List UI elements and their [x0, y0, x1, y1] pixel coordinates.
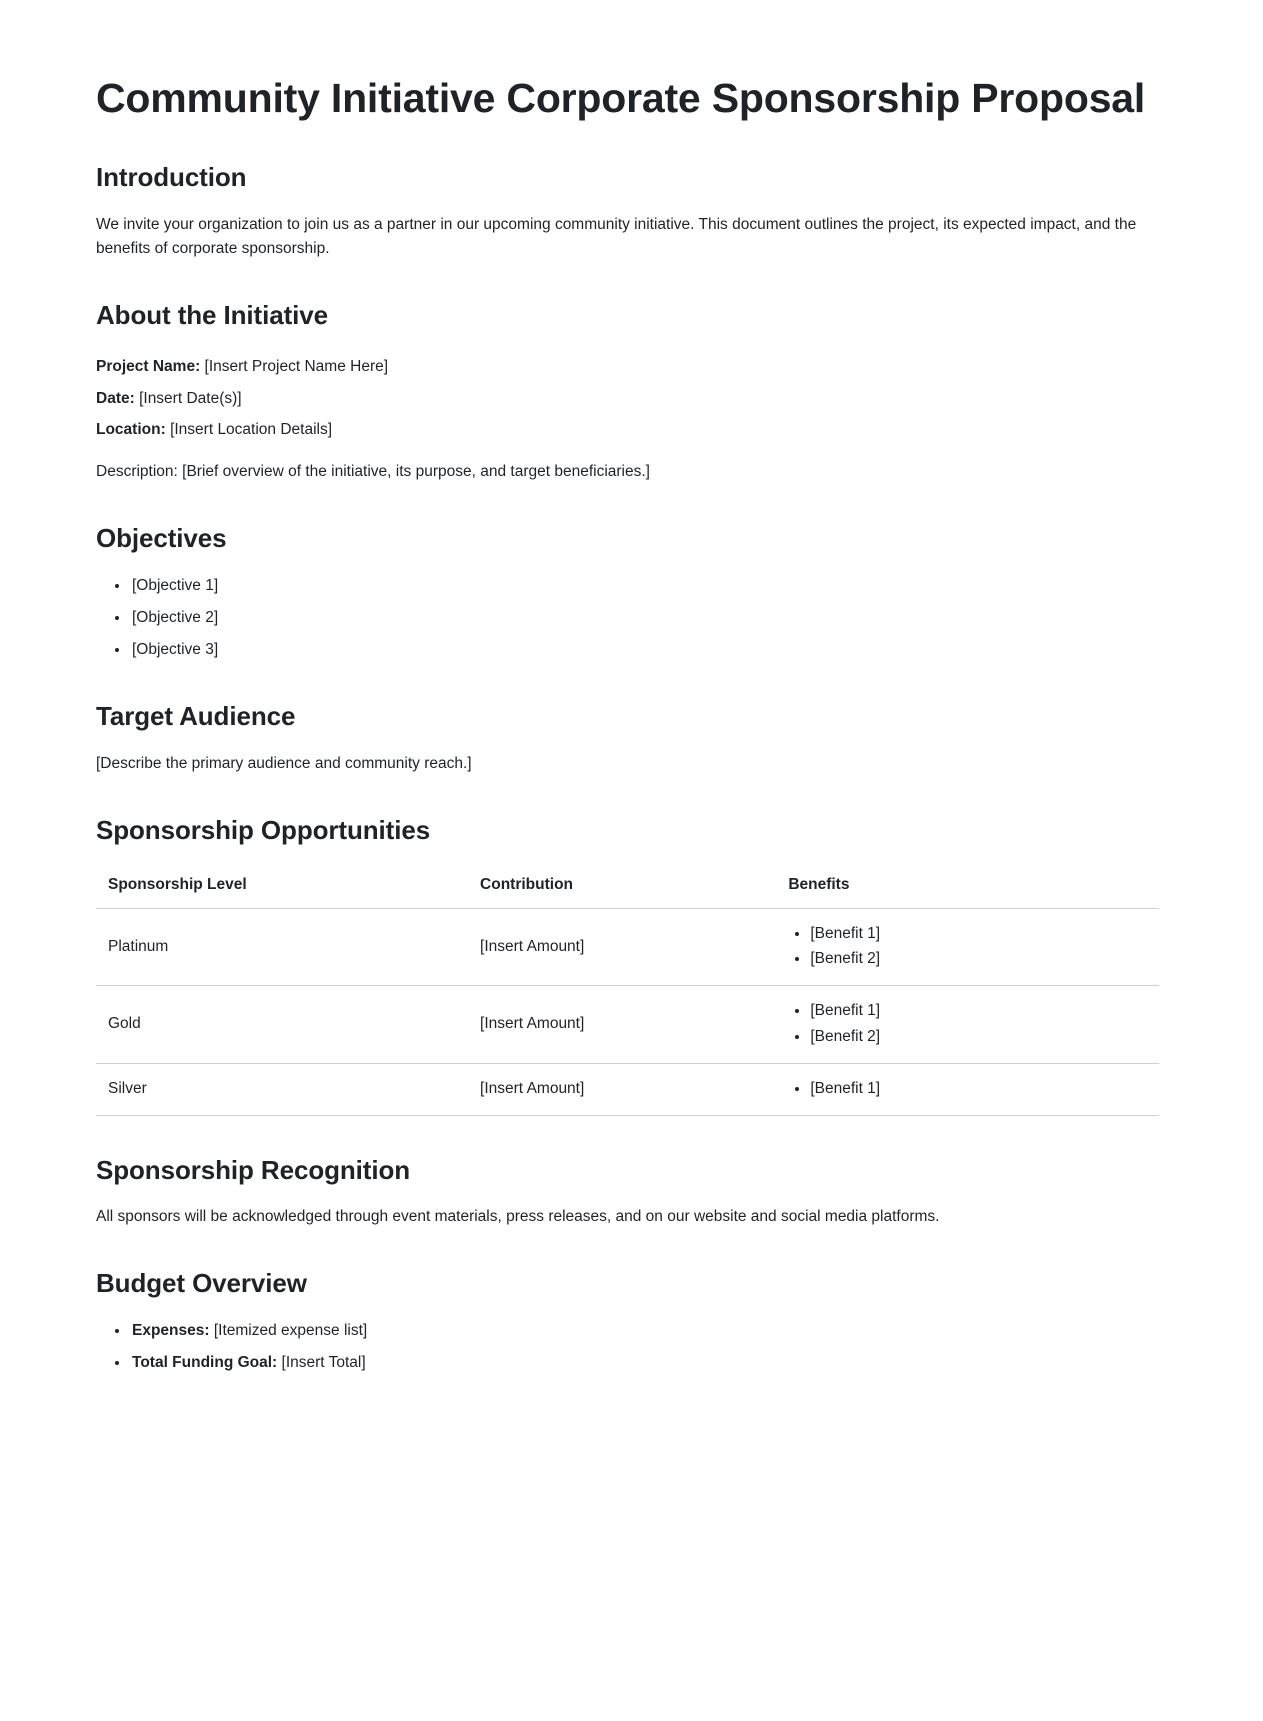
benefits-cell [776, 908, 1159, 986]
location-value: [Insert Location Details] [170, 421, 333, 439]
heading-objectives: Objectives [96, 523, 227, 554]
date-label: Date: [96, 389, 135, 407]
budget-list [96, 1319, 1159, 1375]
total-funding-goal-label: Total Funding Goal: [132, 1354, 278, 1372]
total-funding-goal-value: [Insert Total] [281, 1354, 366, 1372]
benefits-list [788, 1077, 1147, 1102]
date-line [96, 383, 1159, 415]
heading-sponsorship-recognition: Sponsorship Recognition [96, 1154, 411, 1185]
contribution-cell: [Insert Amount] [468, 908, 776, 986]
about-description: Description: [Brief overview of the initiative, its purpose, and target beneficiaries.] [96, 463, 650, 481]
recognition-paragraph: All sponsors will be acknowledged through event materials, press releases, and on our website and social media platforms. [96, 1208, 940, 1226]
benefit-item: • [Benefit 2] [810, 947, 1147, 972]
budget-item-expenses [130, 1319, 1159, 1343]
table-row [96, 1063, 1159, 1115]
benefits-cell [776, 1063, 1159, 1115]
benefit-item: • [Benefit 2] [810, 1025, 1147, 1050]
table-row [96, 986, 1159, 1064]
column-header-contribution: Contribution [468, 866, 776, 909]
objectives-list [96, 574, 1159, 662]
date-value: [Insert Date(s)] [139, 389, 242, 407]
project-name-line [96, 351, 1159, 383]
benefits-cell [776, 986, 1159, 1064]
level-cell: Gold [96, 986, 468, 1064]
expenses-label: Expenses: [132, 1322, 210, 1340]
heading-target-audience: Target Audience [96, 700, 296, 731]
level-cell: Silver [96, 1063, 468, 1115]
heading-about-initiative: About the Initiative [96, 300, 329, 331]
heading-budget-overview: Budget Overview [96, 1268, 307, 1299]
introduction-paragraph: We invite your organization to join us as a partner in our upcoming community initiative. This document outlines the project, its expected impact, and the benefits of corporate sponsorship. [96, 215, 1137, 257]
level-cell: Platinum [96, 908, 468, 986]
project-name-value: [Insert Project Name Here] [204, 357, 389, 375]
benefit-item: • [Benefit 1] [810, 999, 1147, 1024]
benefits-list [788, 999, 1147, 1050]
location-label: Location: [96, 421, 166, 439]
target-audience-paragraph: [Describe the primary audience and community reach.] [96, 754, 472, 772]
heading-sponsorship-opportunities: Sponsorship Opportunities [96, 814, 431, 845]
column-header-sponsorship-level: Sponsorship Level [96, 866, 468, 909]
column-header-benefits: Benefits [776, 866, 1159, 909]
objective-item: • [Objective 2] [130, 606, 1159, 630]
about-meta-block [96, 351, 1159, 446]
contribution-cell: [Insert Amount] [468, 986, 776, 1064]
contribution-cell: [Insert Amount] [468, 1063, 776, 1115]
benefit-item: • [Benefit 1] [810, 1077, 1147, 1102]
expenses-value: [Itemized expense list] [213, 1322, 368, 1340]
benefit-item: • [Benefit 1] [810, 922, 1147, 947]
budget-item-total-funding-goal [130, 1351, 1159, 1375]
objective-item: • [Objective 3] [130, 638, 1159, 662]
table-header-row [96, 866, 1159, 909]
location-line [96, 414, 1159, 446]
project-name-label: Project Name: [96, 357, 201, 375]
page-title: Community Initiative Corporate Sponsorship Proposal [96, 75, 1146, 121]
sponsorship-table [96, 866, 1159, 1116]
objective-item: • [Objective 1] [130, 574, 1159, 598]
benefits-list [788, 922, 1147, 973]
heading-introduction: Introduction [96, 162, 247, 193]
table-row [96, 908, 1159, 986]
